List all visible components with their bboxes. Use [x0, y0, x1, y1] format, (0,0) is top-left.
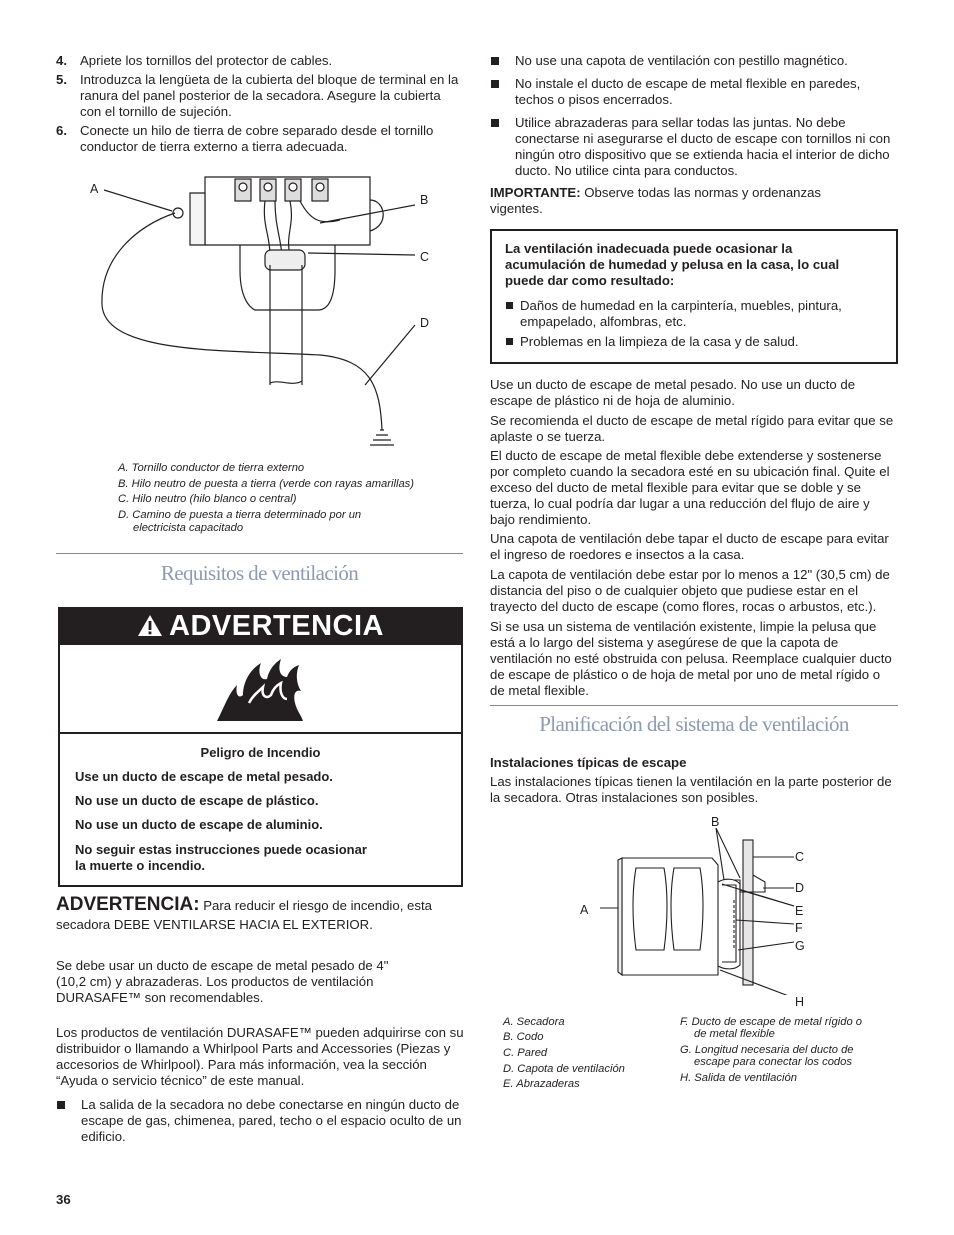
figure2-label-b: B	[711, 815, 720, 829]
figure2-label-a: A	[580, 903, 589, 917]
caption-line: A. Tornillo conductor de tierra externo	[118, 462, 305, 474]
caption-line: C. Pared	[503, 1047, 548, 1059]
right-paragraph: Una capota de ventilación debe tapar el ducto de escape para evitar el ingreso de roedores e insectos a la casa.	[490, 531, 889, 562]
caption-line: F. Ducto de escape de metal rígido o	[680, 1016, 863, 1028]
step-text: Conecte un hilo de tierra de cobre separado desde el tornillo conductor de tierra externo a tierra adecuada.	[80, 123, 434, 154]
page-number: 36	[56, 1192, 71, 1207]
warning-line: No seguir estas instrucciones puede ocasionar	[75, 842, 367, 857]
bullet-square-icon	[506, 338, 513, 345]
right-bullet: No use una capota de ventilación con pestillo magnético.	[490, 53, 898, 69]
step-text: Introduzca la lengüeta de la cubierta del bloque de terminal en la ranura del panel posterior de la secadora. Asegure la cubierta con el tornillo de sujeción.	[80, 72, 459, 119]
advertencia-note	[56, 894, 466, 915]
figure1-label-b: B	[420, 193, 429, 207]
right-paragraph: La capota de ventilación debe estar por lo menos a 12" (30,5 cm) de distancia del piso o de cualquier objeto que pudiese estar en el trayecto del ducto de escape (como flores, rocas o arbustos, etc.).	[490, 567, 890, 614]
right-paragraph: Si se usa un sistema de ventilación existente, limpie la pelusa que está a lo largo del sistema y asegúrese de que la capota de ventilación no esté obstruida con pelusa. Reemplace cualquier ducto de escape de plástico o de hoja de metal por uno de metal rígido o de metal flexible.	[490, 619, 892, 698]
caption-line: H. Salida de ventilación	[680, 1072, 797, 1084]
importante-label: IMPORTANTE:	[490, 185, 581, 200]
section-title-ventilation-requirements: Requisitos de ventilación	[160, 561, 359, 585]
bullet-square-icon	[491, 80, 499, 88]
figure2-label-f: F	[795, 921, 803, 935]
warning-title: Peligro de Incendio	[200, 745, 321, 760]
step-item: 6. Conecte un hilo de tierra de cobre separado desde el tornillo conductor de tierra externo a tierra adecuada.	[56, 123, 434, 154]
step-item: 5. Introduzca la lengüeta de la cubierta del bloque de terminal en la ranura del panel posterior de la secadora. Asegure la cubierta con el tornillo de sujeción.	[56, 72, 459, 119]
warning-line: No use un ducto de escape de plástico.	[75, 793, 319, 808]
warning-triangle-icon	[137, 614, 163, 637]
right-bullet: No instale el ducto de escape de metal flexible en paredes, techos o pisos encerrados.	[490, 76, 898, 108]
warning-header-text: ADVERTENCIA	[169, 610, 384, 642]
moisture-bullet: Problemas en la limpieza de la casa y de salud.	[505, 334, 890, 350]
figure1-label-c: C	[420, 250, 430, 264]
importante-text: Observe todas las normas y ordenanzas vigentes.	[490, 185, 822, 216]
advertencia-label: ADVERTENCIA:	[56, 894, 200, 915]
section-divider	[56, 553, 463, 554]
figure2-label-h: H	[795, 995, 805, 1009]
bullet-square-icon	[57, 1101, 65, 1109]
figure1-label-a: A	[90, 182, 99, 196]
figure2-label-g: G	[795, 939, 805, 953]
caption-line: C. Hilo neutro (hilo blanco o central)	[118, 493, 297, 505]
figure1-captions	[118, 462, 458, 537]
step-item: 4. Apriete los tornillos del protector de cables.	[56, 53, 333, 68]
section-divider	[490, 705, 898, 706]
right-paragraph: Se recomienda el ducto de escape de metal rígido para evitar que se aplaste o se tuerza.	[490, 413, 894, 444]
caption-line: B. Codo	[503, 1031, 544, 1043]
subhead-text: Las instalaciones típicas tienen la ventilación en la parte posterior de la secadora. Otras instalaciones son posibles.	[490, 774, 892, 805]
advertencia-text: Para reducir el riesgo de incendio, esta	[203, 898, 432, 913]
caption-line: de metal flexible	[694, 1028, 775, 1040]
figure2-label-e: E	[795, 904, 804, 918]
subhead: Instalaciones típicas de escape	[490, 755, 687, 770]
caption-line: D. Camino de puesta a tierra determinado por un	[118, 509, 362, 521]
caption-line: electricista capacitado	[133, 522, 244, 534]
warning-header	[58, 607, 463, 645]
moisture-bullet: Daños de humedad en la carpintería, muebles, pintura, empapelado, alfombras, etc.	[505, 298, 890, 330]
left-bullet: La salida de la secadora no debe conectarse en ningún ducto de escape de gas, chimenea, pared, techo o el espacio oculto de un edificio.	[56, 1097, 464, 1145]
caption-line: B. Hilo neutro de puesta a tierra (verde con rayas amarillas)	[118, 478, 414, 490]
caption-line: D. Capota de ventilación	[503, 1063, 625, 1075]
steps-list	[56, 53, 463, 163]
right-bullet: Utilice abrazaderas para sellar todas las juntas. No debe conectarse ni asegurarse el ducto de escape con tornillos ni con ningún otro dispositivo que se extienda hacia el interior de dicho ducto. No utilice cinta para conductos.	[490, 115, 898, 179]
right-paragraph: Use un ducto de escape de metal pesado. No use un ducto de escape de plástico ni de hoja de aluminio.	[490, 377, 856, 408]
caption-line: E. Abrazaderas	[503, 1078, 580, 1090]
right-paragraph: El ducto de escape de metal flexible debe extenderse y sostenerse por completo cuando la secadora esté en su ubicación final. Quite el exceso del ducto de metal flexible para evitar que se doble y se tuerza, lo cual podría dar lugar a una reducción del flujo de aire y bajo rendimiento.	[490, 448, 890, 527]
caption-line: A. Secadora	[503, 1016, 565, 1028]
bullet-square-icon	[491, 57, 499, 65]
caption-line: escape para conectar los codos	[694, 1056, 852, 1068]
bullet-square-icon	[506, 302, 513, 309]
importante-note	[490, 185, 850, 217]
figure2-label-d: D	[795, 881, 805, 895]
advertencia-text-2: secadora DEBE VENTILARSE HACIA EL EXTERIOR.	[56, 917, 373, 932]
bullet-square-icon	[491, 119, 499, 127]
section-title-vent-system-planning: Planificación del sistema de ventilación	[539, 712, 849, 736]
figure2-captions-right	[680, 1016, 898, 1096]
figure1-label-d: D	[420, 316, 430, 330]
caption-line: G. Longitud necesaria del ducto de	[680, 1044, 854, 1056]
fire-icon	[215, 655, 305, 723]
left-paragraph: Se debe usar un ducto de escape de metal pesado de 4" (10,2 cm) y abrazaderas. Los productos de ventilación DURASAFE™ son recomendables.	[56, 958, 389, 1005]
warning-line: Use un ducto de escape de metal pesado.	[75, 769, 333, 784]
moisture-warning-bold: La ventilación inadecuada puede ocasionar la acumulación de humedad y pelusa en la casa, lo cual puede dar como resultado:	[505, 241, 840, 288]
terminal-block-illustration	[80, 165, 440, 450]
step-text: Apriete los tornillos del protector de cables.	[80, 53, 333, 68]
warning-line: la muerte o incendio.	[75, 858, 206, 873]
warning-separator	[60, 732, 461, 734]
figure2-captions-left	[503, 1016, 673, 1096]
figure2-label-c: C	[795, 850, 805, 864]
warning-line: No use un ducto de escape de aluminio.	[75, 817, 323, 832]
left-paragraph: Los productos de ventilación DURASAFE™ pueden adquirirse con su distribuidor o llamando a Whirlpool Parts and Accessories (Piezas y accesorios de Whirlpool). Para más información, vea la sección “Ayuda o servicio técnico” de este manual.	[56, 1025, 464, 1088]
